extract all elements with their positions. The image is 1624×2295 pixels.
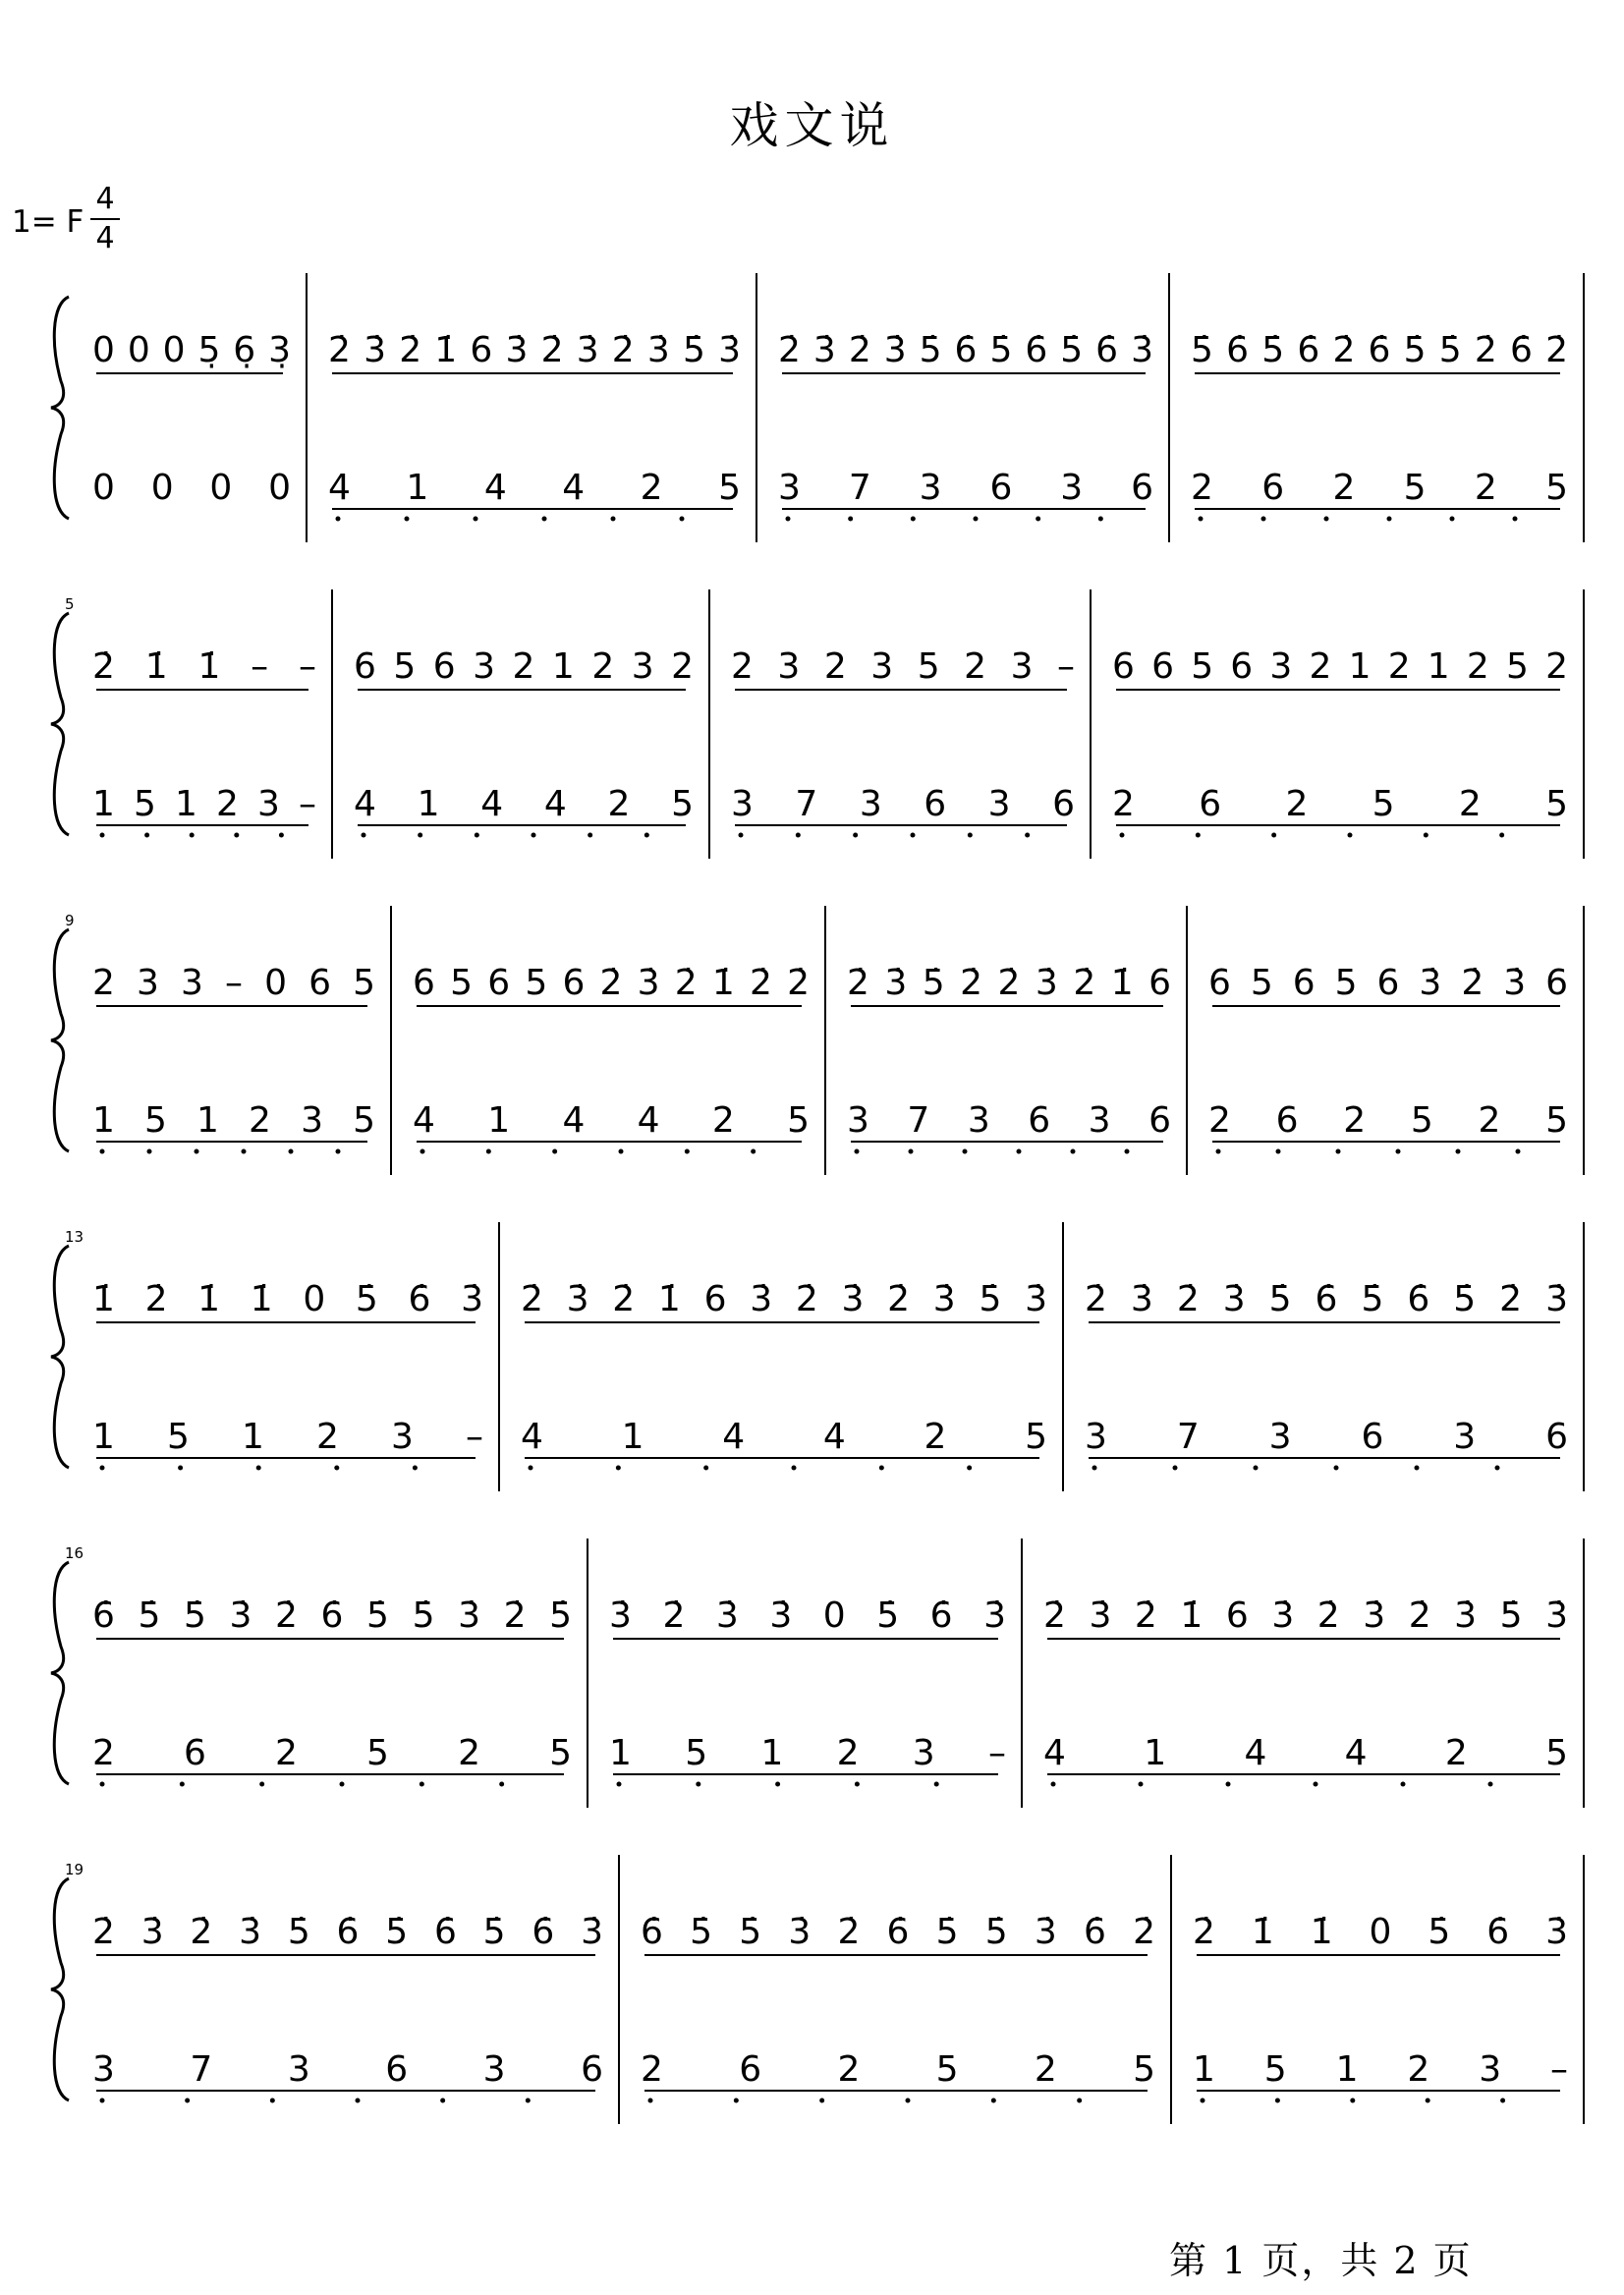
octave-dot	[1025, 833, 1030, 838]
upper-voice-measure: 2̇ 1̇ 1̇ 0 5̇ 6̇ 3̇	[1193, 1912, 1568, 1952]
octave-dot	[1495, 1466, 1500, 1471]
octave-dot	[619, 1149, 624, 1154]
time-signature-numerator: 4	[95, 182, 115, 216]
lower-voice-measure: 3 7 3 6 3 6	[1085, 1417, 1568, 1457]
upper-voice-measure: 6̇ 5̇ 5̇ 3̇ 2̇ 6̇ 5̇ 5̇ 3̇ 2̇ 5̇	[92, 1595, 572, 1636]
upper-voice-measure: 0 0 0 5̣ 6̣ 3̣	[92, 330, 291, 370]
system-brace	[51, 1562, 69, 1784]
octave-dot	[1348, 833, 1353, 838]
octave-dot	[542, 517, 547, 522]
octave-dot	[963, 1149, 968, 1154]
measure-number: 9	[65, 912, 75, 929]
octave-dot	[1051, 1782, 1056, 1787]
octave-dot	[1092, 1466, 1097, 1471]
octave-dot	[256, 1466, 261, 1471]
octave-dot	[967, 1466, 972, 1471]
octave-dot	[611, 517, 616, 522]
octave-dot	[974, 517, 979, 522]
octave-dot	[499, 1782, 504, 1787]
octave-dot	[617, 1782, 622, 1787]
octave-dot	[486, 1149, 491, 1154]
octave-dot	[413, 1466, 418, 1471]
octave-dot	[420, 1782, 424, 1787]
upper-voice-measure: 2̇ 3̇ 2̇ 3̇ 5̇ 6̇ 5̇ 6̇ 5̇ 6̇ 3̇	[778, 330, 1153, 370]
system-brace	[51, 1878, 69, 2100]
upper-voice-measure: 2 3 3 – 0 6 5	[92, 963, 375, 1003]
octave-dot	[1415, 1466, 1420, 1471]
octave-dot	[734, 2099, 739, 2103]
octave-dot	[696, 1782, 700, 1787]
octave-dot	[405, 517, 410, 522]
octave-dot	[1424, 833, 1428, 838]
octave-dot	[474, 517, 478, 522]
octave-dot	[195, 1149, 199, 1154]
measure-number: 5	[65, 595, 75, 613]
octave-dot	[1173, 1466, 1178, 1471]
lower-voice-measure: 2 6 2 5 2 5	[1208, 1100, 1568, 1141]
upper-voice-measure: 2̇ 3̇ 2̇ 1̇ 6 3̇ 2̇ 3̇ 2̇ 3̇ 5̇ 3̇	[1043, 1595, 1568, 1636]
lower-voice-measure: 1 5 1 2 3 –	[92, 784, 316, 824]
lower-voice-measure: 2 6 2 5 2 5	[1112, 784, 1568, 824]
octave-dot	[362, 833, 366, 838]
octave-dot	[616, 1466, 621, 1471]
octave-dot	[991, 2099, 996, 2103]
upper-voice-measure: 6 5 6 5 6 3̇ 2̇ 3̇ 6	[1208, 963, 1568, 1003]
octave-dot	[1261, 517, 1266, 522]
octave-dot	[1401, 1782, 1406, 1787]
octave-dot	[418, 833, 422, 838]
system-brace	[51, 929, 69, 1151]
lower-voice-measure: 0 0 0 0	[92, 468, 291, 508]
octave-dot	[1199, 517, 1204, 522]
octave-dot	[279, 833, 284, 838]
octave-dot	[703, 1466, 708, 1471]
octave-dot	[100, 1466, 105, 1471]
octave-dot	[792, 1466, 797, 1471]
octave-dot	[1216, 1149, 1221, 1154]
lower-voice-measure: 1 5 1 2 3 –	[1193, 2049, 1568, 2090]
octave-dot	[1017, 1149, 1022, 1154]
octave-dot	[934, 1782, 939, 1787]
octave-dot	[1336, 1149, 1341, 1154]
octave-dot	[1499, 833, 1504, 838]
octave-dot	[440, 2099, 445, 2103]
page-title: 戏文说	[729, 97, 895, 154]
octave-dot	[1516, 1149, 1521, 1154]
lower-voice-measure: 3 7 3 6 3 6	[778, 468, 1153, 508]
octave-dot	[420, 1149, 425, 1154]
octave-dot	[100, 1149, 105, 1154]
octave-dot	[1201, 2099, 1205, 2103]
octave-dot	[144, 833, 149, 838]
octave-dot	[680, 517, 685, 522]
lower-voice-measure: 3 7 3 6 3 6	[731, 784, 1075, 824]
octave-dot	[259, 1782, 264, 1787]
octave-dot	[356, 2099, 361, 2103]
lower-voice-measure: 2 6 2 5 2 5	[1191, 468, 1568, 508]
octave-dot	[1450, 517, 1455, 522]
upper-voice-measure: 2̇ 1̇ 1̇ – –	[92, 646, 316, 687]
upper-voice-measure: 2̇ 3̇ 5̇ 2̇ 2̇ 3̇ 2̇ 1̇ 6	[847, 963, 1171, 1003]
system-brace	[51, 1246, 69, 1468]
lower-voice-measure: 2 6 2 5 2 5	[641, 2049, 1155, 2090]
octave-dot	[855, 1149, 860, 1154]
octave-dot	[853, 833, 858, 838]
lower-voice-measure: 3 7 3 6 3 6	[92, 2049, 603, 2090]
octave-dot	[1426, 2099, 1430, 2103]
octave-dot	[1098, 517, 1103, 522]
octave-dot	[336, 1149, 341, 1154]
lower-voice-measure: 1 5 1 2 3 –	[609, 1733, 1006, 1773]
upper-voice-measure: 2̇ 3̇ 2̇ 1̇ 6 3̇ 2̇ 3̇ 2̇ 3̇ 5̇ 3̇	[328, 330, 741, 370]
upper-voice-measure: 6 6 5 6 3 2 1 2 1 2 5 2	[1112, 646, 1568, 687]
octave-dot	[796, 833, 801, 838]
octave-dot	[1036, 517, 1040, 522]
octave-dot	[848, 517, 853, 522]
octave-dot	[529, 1466, 533, 1471]
octave-dot	[1396, 1149, 1401, 1154]
octave-dot	[334, 1466, 339, 1471]
octave-dot	[786, 517, 791, 522]
octave-dot	[1500, 2099, 1505, 2103]
lower-voice-measure: 4 1 4 4 2 5	[521, 1417, 1047, 1457]
upper-voice-measure: 2 3 2 3 5 2 3 –	[731, 646, 1075, 687]
upper-voice-measure: 2̇ 3̇ 2̇ 1̇ 6 3̇ 2̇ 3̇ 2̇ 3̇ 5̇ 3̇	[521, 1279, 1047, 1319]
octave-dot	[1275, 2099, 1280, 2103]
octave-dot	[178, 1466, 183, 1471]
octave-dot	[336, 517, 341, 522]
upper-voice-measure: 2̇ 3̇ 2̇ 3̇ 5̇ 6̇ 5̇ 6̇ 5̇ 2̇ 3̇	[1085, 1279, 1568, 1319]
octave-dot	[775, 1782, 780, 1787]
octave-dot	[1513, 517, 1518, 522]
octave-dot	[1254, 1466, 1259, 1471]
octave-dot	[185, 2099, 190, 2103]
upper-voice-measure: 5̇ 6̇ 5̇ 6̇ 2̇ 6̇ 5̇ 5̇ 2̇ 6̇ 2̇	[1191, 330, 1568, 370]
octave-dot	[100, 1782, 105, 1787]
octave-dot	[340, 1782, 345, 1787]
lower-voice-measure: 1 5 1 2 3 5	[92, 1100, 375, 1141]
measure-number: 19	[65, 1861, 84, 1878]
measure-number: 16	[65, 1544, 84, 1562]
octave-dot	[1125, 1149, 1130, 1154]
octave-dot	[1387, 517, 1392, 522]
octave-dot	[270, 2099, 275, 2103]
octave-dot	[1334, 1466, 1339, 1471]
octave-dot	[739, 833, 744, 838]
octave-dot	[1456, 1149, 1461, 1154]
octave-dot	[1276, 1149, 1281, 1154]
octave-dot	[1071, 1149, 1076, 1154]
octave-dot	[644, 833, 649, 838]
octave-dot	[1324, 517, 1329, 522]
octave-dot	[100, 2099, 105, 2103]
octave-dot	[289, 1149, 294, 1154]
upper-voice-measure: 1̇ 2̇ 1̇ 1̇ 0 5̇ 6̇ 3̇	[92, 1279, 483, 1319]
octave-dot	[588, 833, 592, 838]
octave-dot	[1226, 1782, 1231, 1787]
system-brace	[51, 297, 69, 519]
octave-dot	[552, 1149, 557, 1154]
octave-dot	[1196, 833, 1201, 838]
octave-dot	[911, 517, 916, 522]
octave-dot	[475, 833, 479, 838]
upper-voice-measure: 2̇ 3̇ 2̇ 3̇ 5̇ 6̇ 5̇ 6̇ 5̇ 6̇ 3̇	[92, 1912, 603, 1952]
octave-dot	[906, 2099, 911, 2103]
octave-dot	[234, 833, 239, 838]
octave-dot	[526, 2099, 531, 2103]
octave-dot	[909, 1149, 914, 1154]
page-footer: 第 1 页，共 2 页	[1169, 2239, 1473, 2282]
octave-dot	[1314, 1782, 1318, 1787]
upper-voice-measure: 3̇ 2̇ 3̇ 3̇ 0 5̇ 6̇ 3̇	[609, 1595, 1006, 1636]
lower-voice-measure: 2 6 2 5 2 5	[92, 1733, 572, 1773]
octave-dot	[147, 1149, 152, 1154]
octave-dot	[242, 1149, 247, 1154]
octave-dot	[1488, 1782, 1493, 1787]
key-signature: 1= F	[12, 204, 84, 240]
octave-dot	[855, 1782, 860, 1787]
octave-dot	[190, 833, 195, 838]
octave-dot	[751, 1149, 756, 1154]
octave-dot	[100, 833, 105, 838]
upper-voice-measure: 6̇ 5̇ 5̇ 3̇ 2̇ 6̇ 5̇ 5̇ 3̇ 6̇ 2̇	[641, 1912, 1155, 1952]
lower-voice-measure: 1 5 1 2 3 –	[92, 1417, 483, 1457]
lower-voice-measure: 4 1 4 4 2 5	[354, 784, 694, 824]
measure-number: 13	[65, 1228, 84, 1246]
lower-voice-measure: 4 1 4 4 2 5	[1043, 1733, 1568, 1773]
octave-dot	[180, 1782, 185, 1787]
time-signature-denominator: 4	[95, 221, 115, 255]
octave-dot	[1271, 833, 1276, 838]
octave-dot	[968, 833, 973, 838]
octave-dot	[532, 833, 536, 838]
octave-dot	[648, 2099, 653, 2103]
lower-voice-measure: 4 1 4 4 2 5	[328, 468, 741, 508]
system-brace	[51, 613, 69, 835]
octave-dot	[1350, 2099, 1355, 2103]
octave-dot	[819, 2099, 824, 2103]
upper-voice-measure: 6 5 6 5 6 2̇ 3̇ 2̇ 1̇ 2̇ 2̇	[413, 963, 810, 1003]
octave-dot	[911, 833, 916, 838]
octave-dot	[1077, 2099, 1082, 2103]
octave-dot	[1120, 833, 1125, 838]
octave-dot	[879, 1466, 884, 1471]
octave-dot	[685, 1149, 690, 1154]
upper-voice-measure: 6 5 6 3 2 1 2 3 2	[354, 646, 694, 687]
lower-voice-measure: 3 7 3 6 3 6	[847, 1100, 1171, 1141]
octave-dot	[1139, 1782, 1144, 1787]
lower-voice-measure: 4 1 4 4 2 5	[413, 1100, 810, 1141]
